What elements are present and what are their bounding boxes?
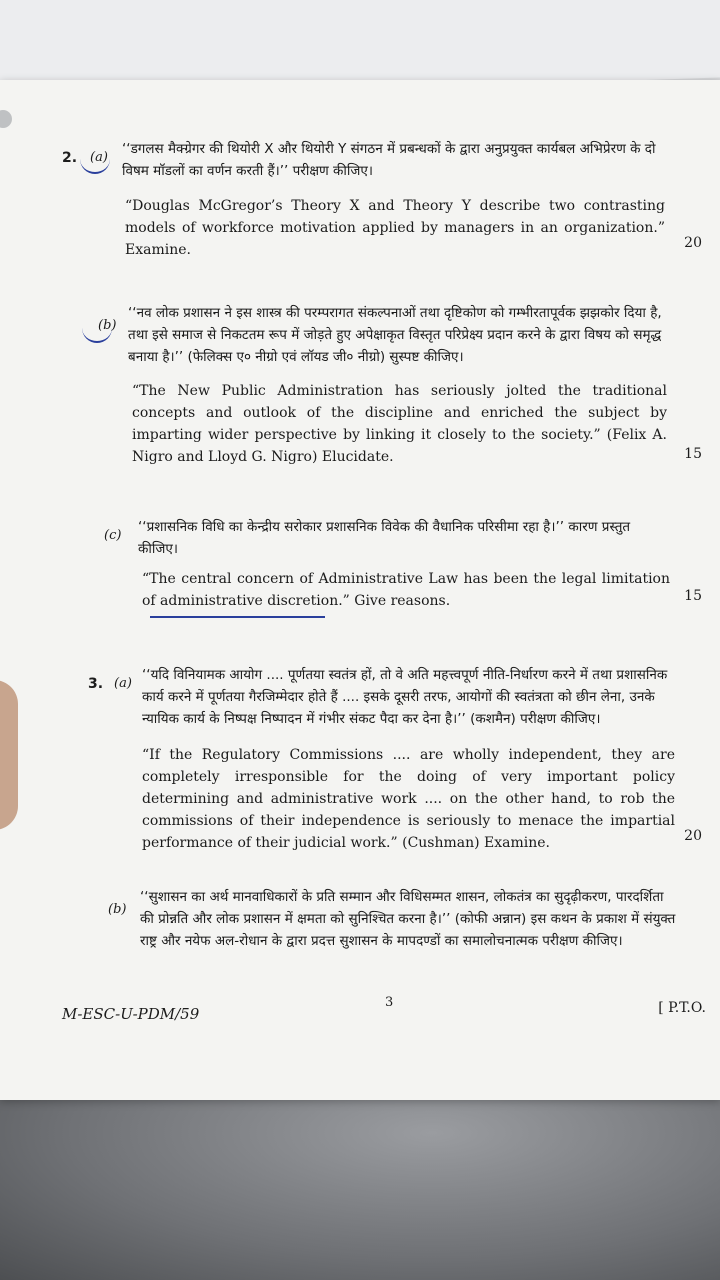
page-number: 3 bbox=[385, 995, 394, 1010]
q3a-english-text: “If the Regulatory Commissions .... are wholly independent, they are completely irresponsible for the doing of very important policy determining and administrative work .... on the other hand, to rob the commissions of their independence is seriously to menace the impartial performance of their judicial work.” (Cushman) Examine. bbox=[142, 747, 675, 851]
subquestion-label: (c) bbox=[104, 528, 122, 543]
q2a-hindi-text: ‘‘डगलस मैक्ग्रेगर की थियोरी X और थियोरी Y संगठन में प्रबन्धकों के द्वारा अनुप्रयुक्त कार्यबल अभिप्रेरण के दो विषम मॉडलों का वर्णन करती हैं।’’ परीक्षण कीजिए। bbox=[122, 141, 656, 179]
subquestion-label: (a) bbox=[90, 150, 108, 165]
subquestion-label: (b) bbox=[98, 318, 117, 333]
q2c-english-text: “The central concern of Administrative Law has been the legal limitation of administrative discretion.” Give reasons. bbox=[142, 571, 670, 609]
pen-underline bbox=[150, 616, 325, 618]
q2a-marks: 20 bbox=[684, 235, 702, 251]
q2a-english-text: “Douglas McGregor’s Theory X and Theory Y describe two contrasting models of workforce motivation applied by managers in an organization.” Examine. bbox=[125, 198, 665, 258]
q2b-hindi-text: ‘‘नव लोक प्रशासन ने इस शास्त्र की परम्परागत संकल्पनाओं तथा दृष्टिकोण को गम्भीरतापूर्वक झझकोर दिया है, तथा इसे समाज से निकटतम रूप में जोड़ते हुए अपेक्षाकृत विस्तृत परिप्रेक्ष्य प्रदान करने के द्वारा विषय को समृद्ध बनाया है।’’ (फेलिक्स ए० नीग्रो एवं लॉयड जी० नीग्रो) सुस्पष्ट कीजिए। bbox=[128, 305, 662, 365]
q2b-marks: 15 bbox=[684, 446, 702, 462]
q2b-english-text: “The New Public Administration has seriously jolted the traditional concepts and outlook of the discipline and enriched the subject by imparting wider perspective by linking it closely to the society.” (Felix A. Nigro and Lloyd G. Nigro) Elucidate. bbox=[132, 383, 667, 465]
question-number: 2. bbox=[62, 150, 78, 166]
q2c-hindi-text: ‘‘प्रशासनिक विधि का केन्द्रीय सरोकार प्रशासनिक विवेक की वैधानिक परिसीमा रहा है।’’ कारण प्रस्तुत कीजिए। bbox=[138, 519, 631, 557]
paper-code: M-ESC-U-PDM/59 bbox=[62, 1005, 200, 1023]
subquestion-label: (b) bbox=[108, 902, 127, 917]
punch-hole bbox=[0, 110, 12, 128]
holding-thumb bbox=[0, 680, 18, 830]
question-number: 3. bbox=[88, 676, 104, 692]
exam-page bbox=[0, 80, 720, 1100]
pen-tick-mark bbox=[82, 325, 112, 343]
pen-tick-mark bbox=[80, 158, 110, 174]
q3a-marks: 20 bbox=[684, 828, 702, 844]
q3a-hindi-text: ‘‘यदि विनियामक आयोग .... पूर्णतया स्वतंत्र हों, तो वे अति महत्त्वपूर्ण नीति-निर्धारण करने में तथा प्रशासनिक कार्य करने में पूर्णतया गैरजिम्मेदार होते हैं .... इसके दूसरी तरफ, आयोगों की स्वतंत्रता को छीन लेना, उनके न्यायिक कार्य के निष्पक्ष निष्पादन में गंभीर संकट पैदा कर देना है।’’ (कशमैन) परीक्षण कीजिए। bbox=[142, 667, 668, 727]
subquestion-label: (a) bbox=[114, 676, 132, 691]
q2c-marks: 15 bbox=[684, 588, 702, 604]
pto-label: [ P.T.O. bbox=[658, 1000, 706, 1016]
table-surface bbox=[0, 1070, 720, 1280]
q3b-hindi-text: ‘‘सुशासन का अर्थ मानवाधिकारों के प्रति सम्मान और विधिसम्मत शासन, लोकतंत्र का सुदृढ़ीकरण, पारदर्शिता की प्रोन्नति और लोक प्रशासन में क्षमता को सुनिश्चित करना है।’’ (कोफी अन्नान) इस कथन के प्रकाश में संयुक्त राष्ट्र और नयेफ अल-रोधान के द्वारा प्रदत्त सुशासन के मापदण्डों का समालोचनात्मक परीक्षण कीजिए। bbox=[140, 889, 676, 949]
